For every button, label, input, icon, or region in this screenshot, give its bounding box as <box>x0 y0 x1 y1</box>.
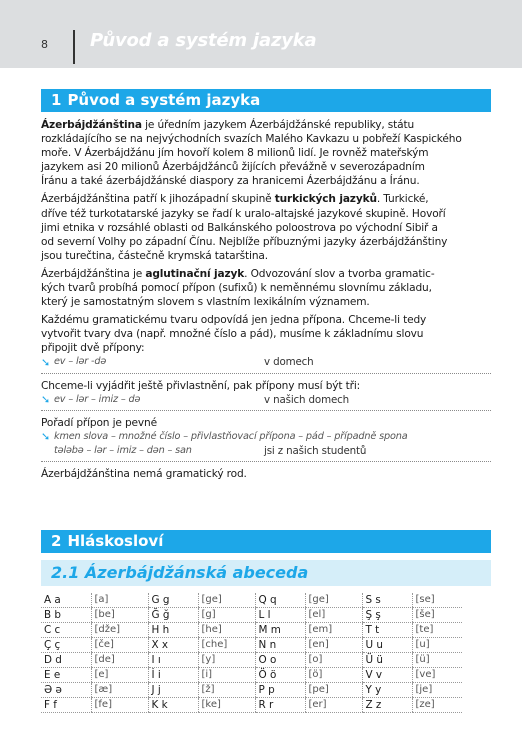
table-row <box>41 653 462 668</box>
header-separator <box>73 30 75 64</box>
subsection-title: Ázerbájdžánská abeceda <box>84 563 309 582</box>
paragraph-line: dříve též turkotatarské jazyky se řadí k uralo-altajské jazykové skupině. Hovoří <box>41 207 446 220</box>
term-bold: aglutinační jazyk <box>145 267 245 280</box>
paragraph-line: připojit dvě přípony: <box>41 342 145 355</box>
table-row <box>41 593 462 608</box>
pronunciation-cell: [ge] <box>198 593 255 608</box>
letter-cell: J j <box>148 683 198 698</box>
dotted-divider <box>41 410 491 411</box>
section-title: Původ a systém jazyka <box>67 91 261 109</box>
letter-cell: E e <box>41 668 91 683</box>
table-row <box>41 608 462 623</box>
paragraph-line: jazykem asi 20 milionů Ázerbájdžánců žijících převážně v severozápadním <box>41 161 425 174</box>
body-text <box>41 118 491 481</box>
letter-cell: C c <box>41 623 91 638</box>
paragraph-line: Ázerbájdžánština je úředním jazykem Ázerbájdžánské republiky, státu <box>41 119 415 131</box>
pronunciation-cell: [ö] <box>305 668 362 683</box>
pronunciation-cell: [el] <box>305 608 362 623</box>
section-heading-1 <box>41 89 491 112</box>
letter-cell: Z z <box>362 698 412 713</box>
letter-cell: R r <box>255 698 305 713</box>
pronunciation-cell: [u] <box>412 638 462 653</box>
pronunciation-cell: [che] <box>198 638 255 653</box>
section-number: 1 <box>51 91 62 109</box>
arrow-icon: ➘ <box>41 429 51 443</box>
page-number: 8 <box>41 38 48 51</box>
example-row <box>41 430 491 444</box>
paragraph-line: Pořadí přípon je pevné <box>41 416 157 429</box>
example-text: ev – lər -də <box>54 356 107 368</box>
letter-cell: Ö ö <box>255 668 305 683</box>
arrow-icon: ➘ <box>41 392 51 406</box>
pronunciation-cell: [ze] <box>412 698 462 713</box>
letter-cell: S s <box>362 593 412 608</box>
paragraph-line: Ázerbájdžánština je aglutinační jazyk. Odvozování slov a tvorba gramatic- <box>41 267 435 280</box>
letter-cell: F f <box>41 698 91 713</box>
letter-cell: H h <box>148 623 198 638</box>
example-row <box>41 444 491 458</box>
pronunciation-cell: [ke] <box>198 698 255 713</box>
pronunciation-cell: [fe] <box>91 698 148 713</box>
pronunciation-cell: [i] <box>198 668 255 683</box>
letter-cell: M m <box>255 623 305 638</box>
pronunciation-cell: [be] <box>91 608 148 623</box>
pronunciation-cell: [ge] <box>305 593 362 608</box>
alphabet-table <box>41 593 462 713</box>
pronunciation-cell: [g] <box>198 608 255 623</box>
letter-cell: K k <box>148 698 198 713</box>
letter-cell: G g <box>148 593 198 608</box>
arrow-icon: ➘ <box>41 355 51 369</box>
pronunciation-cell: [a] <box>91 593 148 608</box>
example-gloss: v domech <box>264 356 314 369</box>
example-text: kmen slova – množné číslo – přivlastňovací přípona – pád – případně spona <box>54 430 408 442</box>
pronunciation-cell: [y] <box>198 653 255 668</box>
letter-cell: O o <box>255 653 305 668</box>
letter-cell: Q q <box>255 593 305 608</box>
paragraph-line: Íránu a také ázerbájdžánské diaspory za hranicemi Ázerbájdžánu a Íránu. <box>41 175 420 188</box>
paragraph-line: Ázerbájdžánština patří k jihozápadní skupině turkických jazyků. Turkické, <box>41 193 429 206</box>
example-text: ev – lər – imiz – də <box>54 393 141 405</box>
term-bold: turkických jazyků <box>274 193 377 206</box>
table-row <box>41 623 462 638</box>
paragraph-line: rozkládajícího se na nejvýchodních svazích Malého Kavkazu u pobřeží Kaspického <box>41 133 462 146</box>
pronunciation-cell: [če] <box>91 638 148 653</box>
section-title: Hláskosloví <box>67 532 164 550</box>
running-title: Původ a systém jazyka <box>90 30 317 51</box>
example-gloss: v našich domech <box>264 393 350 406</box>
section-number: 2 <box>51 532 62 550</box>
letter-cell: D d <box>41 653 91 668</box>
pronunciation-cell: [ž] <box>198 683 255 698</box>
example-row <box>41 356 491 370</box>
pronunciation-cell: [dže] <box>91 623 148 638</box>
letter-cell: Ç ç <box>41 638 91 653</box>
dotted-divider <box>41 461 491 462</box>
pronunciation-cell: [o] <box>305 653 362 668</box>
pronunciation-cell: [ve] <box>412 668 462 683</box>
table-row <box>41 638 462 653</box>
table-row <box>41 698 462 713</box>
letter-cell: N n <box>255 638 305 653</box>
pronunciation-cell: [je] <box>412 683 462 698</box>
paragraph-line: Chceme-li vyjádřit ještě přivlastnění, pak přípony musí být tři: <box>41 379 361 392</box>
subsection-heading <box>41 560 491 586</box>
letter-cell: I ı <box>148 653 198 668</box>
pronunciation-cell: [se] <box>412 593 462 608</box>
example-gloss: jsi z našich studentů <box>264 444 367 457</box>
letter-cell: B b <box>41 608 91 623</box>
pronunciation-cell: [em] <box>305 623 362 638</box>
letter-cell: Y y <box>362 683 412 698</box>
letter-cell: L l <box>255 608 305 623</box>
paragraph-line: jsou turečtina, částečně krymská tatarština. <box>41 249 268 262</box>
paragraph-line: vytvořit tvary dva (např. množné číslo a pád), musíme k základnímu slovu <box>41 328 424 341</box>
letter-cell: İ i <box>148 668 198 683</box>
letter-cell: T t <box>362 623 412 638</box>
table-row <box>41 683 462 698</box>
pronunciation-cell: [æ] <box>91 683 148 698</box>
pronunciation-cell: [pe] <box>305 683 362 698</box>
example-text: tələbə – lər – imiz – dən – san <box>54 444 192 456</box>
pronunciation-cell: [e] <box>91 668 148 683</box>
pronunciation-cell: [er] <box>305 698 362 713</box>
pronunciation-cell: [he] <box>198 623 255 638</box>
letter-cell: Ş ş <box>362 608 412 623</box>
term-bold: Ázerbájdžánština <box>41 119 142 131</box>
paragraph-line: Ázerbájdžánština nemá gramatický rod. <box>41 467 247 480</box>
pronunciation-cell: [še] <box>412 608 462 623</box>
paragraph-line: od severní Volhy po západní Čínu. Nejblíže příbuznými jazyky ázerbájdžánštiny <box>41 235 448 248</box>
pronunciation-cell: [te] <box>412 623 462 638</box>
paragraph-line: kých tvarů probíhá pomocí přípon (sufixů) k neměnnému slovnímu základu, <box>41 282 432 295</box>
letter-cell: V v <box>362 668 412 683</box>
subsection-number: 2.1 <box>51 563 80 582</box>
pronunciation-cell: [ü] <box>412 653 462 668</box>
letter-cell: U u <box>362 638 412 653</box>
paragraph-line: který je samostatným slovem s vlastním lexikálním významem. <box>41 296 370 309</box>
paragraph-line: jimi etnika v rozsáhlé oblasti od Balkánského poloostrova po východní Sibiř a <box>41 221 438 234</box>
letter-cell: Ğ ğ <box>148 608 198 623</box>
section-heading-2 <box>41 530 491 553</box>
dotted-divider <box>41 373 491 374</box>
example-row <box>41 393 491 407</box>
table-row <box>41 668 462 683</box>
paragraph-line: moře. V Ázerbájdžánu jím hovoří kolem 8 milionů lidí. Je rovněž mateřským <box>41 147 429 160</box>
letter-cell: Ə ə <box>41 683 91 698</box>
letter-cell: Ü ü <box>362 653 412 668</box>
letter-cell: A a <box>41 593 91 608</box>
paragraph-line: Každému gramatickému tvaru odpovídá jen jedna přípona. Chceme-li tedy <box>41 314 427 327</box>
pronunciation-cell: [de] <box>91 653 148 668</box>
letter-cell: P p <box>255 683 305 698</box>
letter-cell: X x <box>148 638 198 653</box>
pronunciation-cell: [en] <box>305 638 362 653</box>
